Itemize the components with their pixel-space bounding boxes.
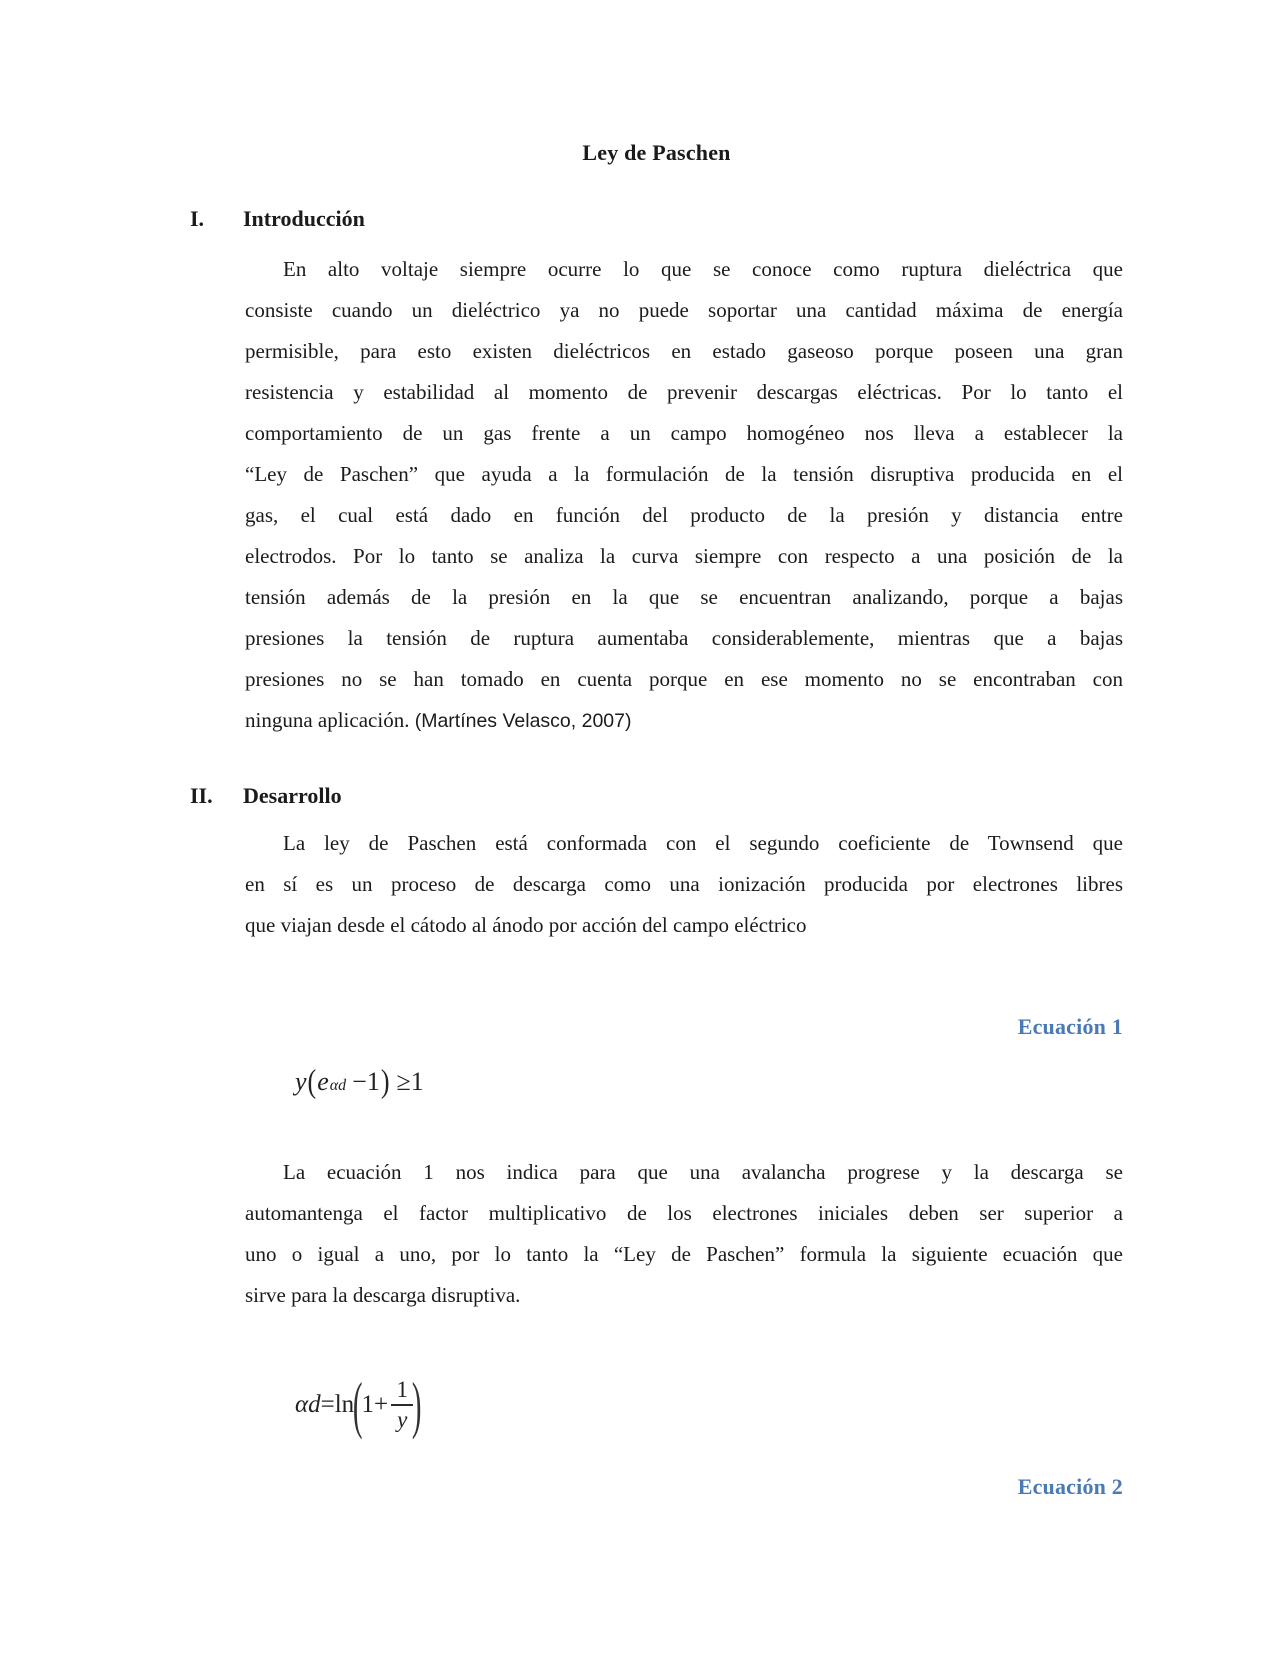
equation-1-caption: Ecuación 1	[1017, 1014, 1123, 1039]
text-line	[245, 700, 1123, 742]
math-exponent: αd	[329, 1077, 347, 1094]
fraction-numerator: 1	[396, 1377, 408, 1403]
intro-last-text: ninguna aplicación.	[245, 708, 410, 732]
section-heading-label: Desarrollo	[243, 783, 342, 808]
equation-1-formula	[295, 1062, 1123, 1108]
text-line: presiones no se han tomado en cuenta porque en ese momento no se encontraban con	[245, 667, 1123, 691]
math-variable: y	[295, 1067, 307, 1096]
text-line: automantenga el factor multiplicativo de los electrones iniciales deben ser superior a	[245, 1201, 1123, 1225]
math-term: 1+	[361, 1391, 389, 1418]
text-line: en sí es un proceso de descarga como una ionización producida por electrones libres	[245, 872, 1123, 896]
text-line: presiones la tensión de ruptura aumentaba considerablemente, mientras que a bajas	[245, 626, 1123, 650]
section-numeral: I.	[190, 206, 205, 231]
fraction-denominator: y	[391, 1404, 413, 1434]
text-line: permisible, para esto existen dieléctricos en estado gaseoso porque poseen una gran	[245, 339, 1123, 363]
text-line: resistencia y estabilidad al momento de prevenir descargas eléctricas. Por lo tanto el	[245, 380, 1123, 404]
text-line: consiste cuando un dieléctrico ya no puede soportar una cantidad máxima de energía	[245, 298, 1123, 322]
math-relation: ≥1	[396, 1067, 424, 1096]
math-fraction	[391, 1376, 413, 1433]
equation-2-caption: Ecuación 2	[1017, 1474, 1123, 1499]
desarrollo-paragraph	[245, 823, 1123, 946]
section-heading-desarrollo	[190, 782, 1123, 809]
close-paren: )	[380, 1063, 390, 1100]
math-operator: =ln	[320, 1391, 355, 1418]
equation-2-formula	[295, 1368, 1123, 1442]
section-numeral: II.	[190, 783, 213, 808]
citation-text: (Martínes Velasco, 2007)	[414, 710, 632, 732]
section-heading-introduccion	[190, 205, 1123, 232]
close-paren: )	[412, 1369, 422, 1440]
text-line: gas, el cual está dado en función del producto de la presión y distancia entre	[245, 503, 1123, 527]
text-line: electrodos. Por lo tanto se analiza la curva siempre con respecto a una posición de la	[245, 544, 1123, 568]
text-line: uno o igual a uno, por lo tanto la “Ley de Paschen” formula la siguiente ecuación que	[245, 1242, 1123, 1266]
text-line: sirve para la descarga disruptiva.	[245, 1283, 521, 1307]
text-line: En alto voltaje siempre ocurre lo que se conoce como ruptura dieléctrica que	[283, 257, 1123, 281]
math-term: −1	[352, 1067, 380, 1096]
open-paren: (	[353, 1369, 363, 1440]
intro-paragraph	[245, 249, 1123, 742]
text-line: que viajan desde el cátodo al ánodo por acción del campo eléctrico	[245, 913, 807, 937]
document-title: Ley de Paschen	[582, 140, 731, 165]
section-heading-label: Introducción	[243, 206, 365, 231]
text-line: comportamiento de un gas frente a un campo homogéneo nos lleva a establecer la	[245, 421, 1123, 445]
document-content	[190, 0, 1123, 1502]
text-line: La ecuación 1 nos indica para que una avalancha progrese y la descarga se	[283, 1160, 1123, 1184]
math-variable: e	[317, 1067, 329, 1096]
text-line: “Ley de Paschen” que ayuda a la formulación de la tensión disruptiva producida en el	[245, 462, 1123, 486]
text-line: La ley de Paschen está conformada con el segundo coeficiente de Townsend que	[283, 831, 1123, 855]
after-equation1-paragraph	[245, 1152, 1123, 1316]
text-line: tensión además de la presión en la que se encuentran analizando, porque a bajas	[245, 585, 1123, 609]
math-variable: αd	[295, 1391, 321, 1418]
open-paren: (	[307, 1063, 317, 1100]
